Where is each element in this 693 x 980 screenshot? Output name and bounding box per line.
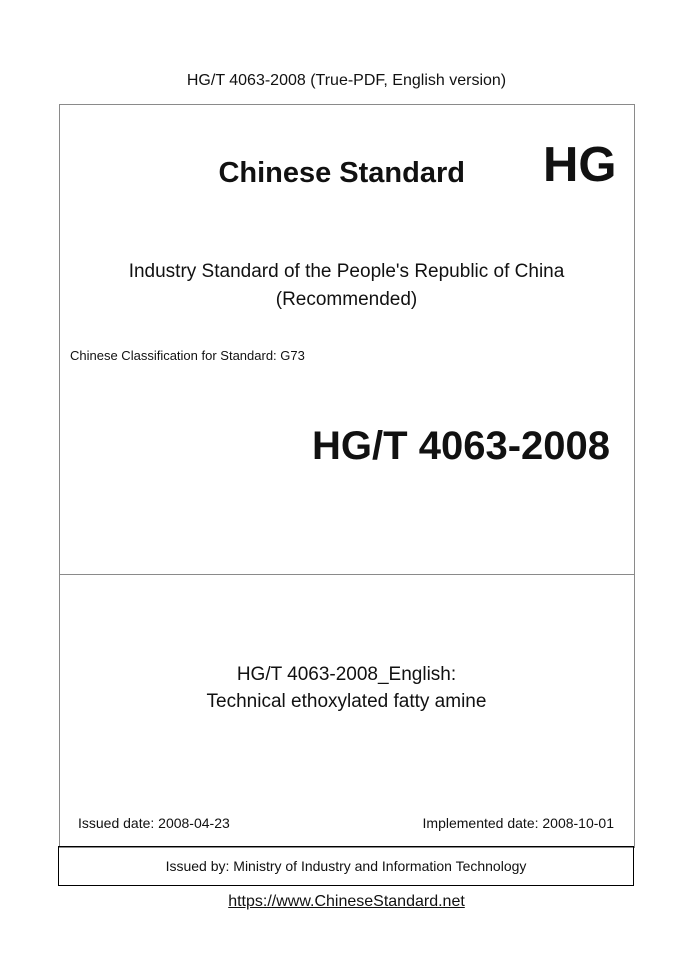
document-title <box>0 661 693 715</box>
footer <box>0 893 693 911</box>
standard-number: HG/T 4063-2008 <box>312 424 610 468</box>
industry-line-2: (Recommended) <box>275 289 418 310</box>
series-code: HG <box>543 138 617 192</box>
issued-date: Issued date: 2008-04-23 <box>78 815 230 831</box>
website-link[interactable]: https://www.ChineseStandard.net <box>228 893 465 910</box>
document-title-line-1: HG/T 4063-2008_English: <box>236 664 457 685</box>
classification-label: Chinese Classification for Standard: G73 <box>70 348 305 363</box>
page-header: HG/T 4063-2008 (True-PDF, English version) <box>186 72 507 89</box>
document-title-line-2: Technical ethoxylated fatty amine <box>206 691 487 712</box>
series-title <box>0 157 536 190</box>
issuer-box <box>58 846 634 886</box>
industry-line-1: Industry Standard of the People's Republic of China <box>128 261 565 282</box>
series-title-text: Chinese Standard <box>218 157 465 189</box>
industry-statement <box>0 258 693 314</box>
issuer-text: Issued by: Ministry of Industry and Information Technology <box>165 858 527 874</box>
implemented-date: Implemented date: 2008-10-01 <box>422 815 614 831</box>
